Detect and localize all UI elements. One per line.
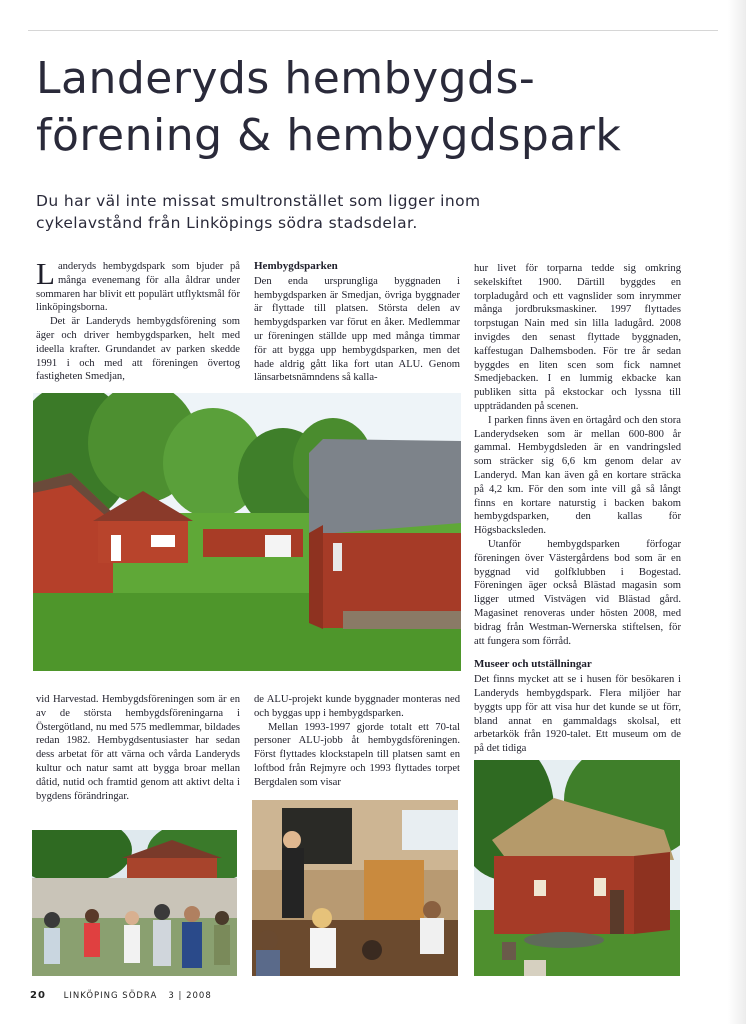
photo-illustration [252,800,458,976]
paragraph: Det är Landeryds hembygdsförening som äger och driver hembygdsparken, helt med ideella krafter. Grundandet av parken skedde 1991 i och med att föreningen övertog fastigheten Smedjan, [36,316,240,383]
intro-line-1: Du har väl inte missat smultronstället som ligger inom [36,192,481,210]
page-edge-shadow [728,0,746,1024]
paragraph: Det finns mycket att se i husen för besökaren i Landeryds hembygdspark. Flera miljöer har byggts upp för att visa hur det kunde se ut förr, bland annat en gammaldags skolsal, ett arbetarkök från 1920-talet. Ett museum om de på det tidiga [474,674,681,755]
paragraph: Mellan 1993-1997 gjorde totalt ett 70-tal personer ALU-jobb åt hembygdsföreningen. Först flyttades klockstapeln till platsen samt en loftbod från Rejmyre och 1993 flyttades torpet Bergdalen som visar [254,721,460,788]
issue-number: 3 | 2008 [168,991,212,1001]
column-1-bottom [36,693,240,803]
red-wooden-houses-in-park-photo [33,393,461,671]
column-2-top [254,260,460,385]
page-number: 20 [30,990,46,1001]
intro-line-2: cykelavstånd från Linköpings södra stadsdelar. [36,214,418,232]
section-heading-museer: Museer och utställningar [474,658,592,671]
paragraph: de ALU-projekt kunde byggnader monteras ned och byggas upp i hembygdsparken. [254,694,460,719]
column-2-bottom [254,693,460,790]
drop-cap: L [36,256,55,291]
title-line-2: förening & hembygdspark [36,110,622,161]
column-1-top [36,256,240,384]
section-heading-hembygdsparken: Hembygdsparken [254,260,338,272]
paragraph: Den enda ursprungliga byggnaden i hembygdsparken är Smedjan, övriga byggnader är flyttade till platsen. Största delen av hembygdsparken var förut en åker. Medlemmar ur föreningen ställde upp med många timmar för att bygga upp hembygdsparken, men det hade aldrig gått lika fort utan ALU. Genom länsarbetsnämndens så kalla- [254,275,460,384]
crowd-at-event-photo [32,830,237,976]
paragraph: vid Harvestad. Hembygdsföreningen som är en av de största hembygdsföreningarna i Östergötland, nu med 575 medlemmar, bildades redan 1982. Hembygdsentusiaster har sedan dess arbetat för att värna och vårda Landeryds kultur och natur samt att bygga broar mellan dåtid, nutid och framtid genom att aktivt delta i bygdens förändringar. [36,694,240,802]
paragraph-text: anderyds hembygdspark som bjuder på många evenemang för alla åldrar under sommaren har blivit ett populärt utflyktsmål för linköpingsborna. [36,261,240,314]
old-classroom-photo [252,800,458,976]
top-rule [28,30,718,31]
photo-illustration [33,393,461,671]
paragraph: I parken finns även en örtagård och den stora Landerydseken som är mellan 600-800 år gammal. Hembygdsleden är en vandringsled som sträcker sig 6,6 km genom delar av Landeryd. Man kan även gå en kortare sträcka på 4,2 km. För den som inte vill gå så långt finns en kortare naturstig i backen bakom hembygdsparken, den kallas för Högsbacksleden. [474,414,681,537]
photo-illustration [32,830,237,976]
title-line-1: Landeryds hembygds- [36,53,536,104]
magazine-name: LINKÖPING SÖDRA [63,991,158,1001]
paragraph: hur livet för torparna tedde sig omkring sekelskiftet 1900. Därtill byggdes en torpladugård och ett vagnslider som inrymmer många jordbruksmaskiner. 1997 flyttades torpstugan Nain med sin lilla ladugård. 2008 invigdes den senast flyttade byggnaden, kaffestugan Dalhemsboden. För tre år sedan byggdes en liten scen som fick namnet Smedjebacken. I en lummig ekbacke kan publiken sitta på ekstockar och lyssna till uppträdanden på scenen. [474,263,681,412]
thatched-red-cottage-photo [474,760,680,976]
column-3 [474,262,681,756]
paragraph: Utanför hembygdsparken förfogar föreningen över Västergårdens bod som är en byggnad vid golfklubben i Bogestad. Föreningen äger också Blästad magasin som ligger utmed Vistvägen vid Blästad gård. Magasinet renoveras under hösten 2008, med bidrag från Westman-Wernerska stiftelsen, för att fungera som förråd. [474,538,681,647]
page-footer [30,990,212,1001]
article-intro [36,190,656,234]
paragraph [36,256,240,315]
photo-illustration [474,760,680,976]
article-title [36,50,716,164]
